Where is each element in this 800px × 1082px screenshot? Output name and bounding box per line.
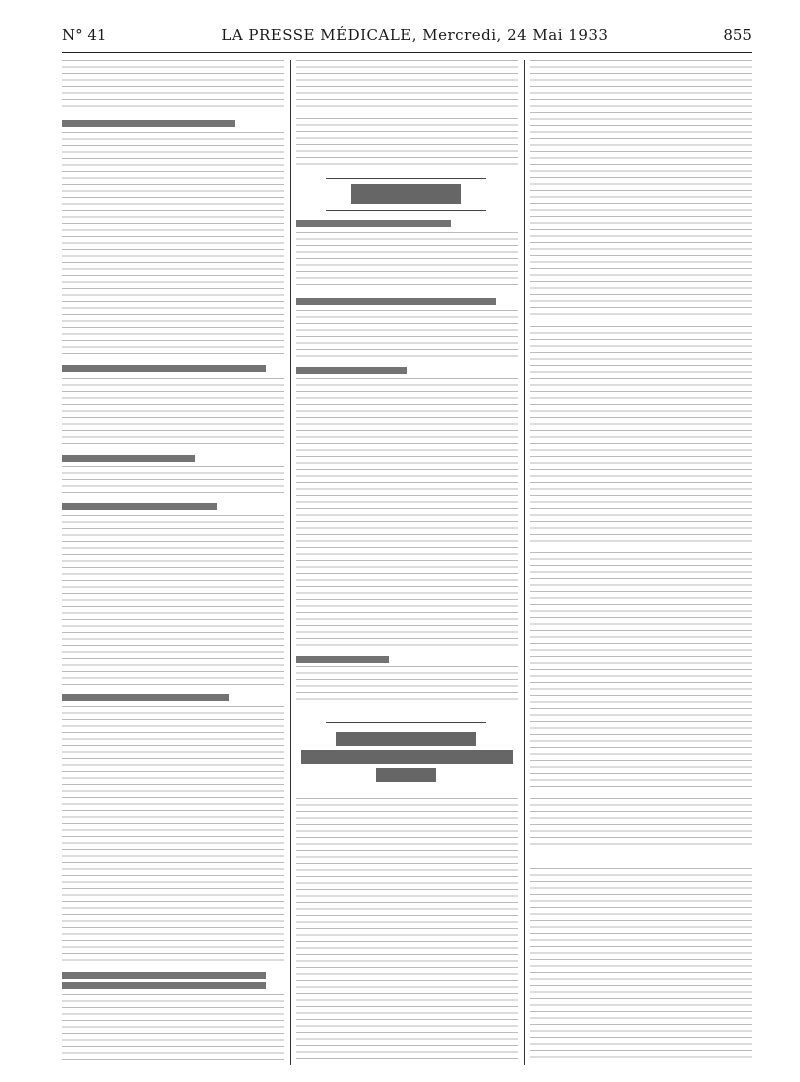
section-headline — [62, 982, 266, 989]
page-header — [62, 26, 752, 48]
section-headline — [62, 694, 229, 701]
text-block — [530, 552, 752, 792]
column-right — [530, 60, 752, 1065]
section-headline — [296, 367, 407, 374]
text-block — [296, 666, 518, 702]
text-block — [296, 118, 518, 168]
section-headline — [62, 365, 266, 372]
text-block — [296, 798, 518, 1062]
text-block — [296, 310, 518, 360]
section-headline — [62, 120, 235, 127]
section-headline — [62, 972, 266, 979]
article-columns — [62, 60, 752, 1065]
text-block — [296, 60, 518, 108]
header-rule — [62, 52, 752, 53]
text-block — [62, 994, 284, 1062]
section-rule — [326, 178, 486, 179]
section-title — [376, 768, 436, 782]
text-block — [530, 60, 752, 320]
section-headline — [296, 220, 451, 227]
text-block — [62, 466, 284, 494]
section-title — [351, 184, 461, 204]
text-block — [530, 868, 752, 1062]
text-block — [62, 706, 284, 964]
page-number: 855 — [723, 26, 752, 44]
text-block — [530, 326, 752, 546]
section-headline — [296, 656, 389, 663]
column-divider — [524, 60, 525, 1065]
text-block — [62, 60, 284, 112]
column-left — [62, 60, 284, 1065]
section-title — [301, 750, 513, 764]
text-block — [62, 515, 284, 685]
text-block — [296, 378, 518, 648]
column-middle — [296, 60, 518, 1065]
column-divider — [290, 60, 291, 1065]
issue-number: N° 41 — [62, 26, 107, 44]
section-rule — [326, 722, 486, 723]
text-block — [62, 132, 284, 357]
section-rule — [326, 210, 486, 211]
section-headline — [62, 503, 217, 510]
section-headline — [296, 298, 496, 305]
section-headline — [62, 455, 195, 462]
text-block — [296, 232, 518, 290]
section-title — [336, 732, 476, 746]
text-block — [530, 798, 752, 846]
journal-title-line: LA PRESSE MÉDICALE, Mercredi, 24 Mai 1933 — [221, 26, 609, 44]
text-block — [62, 378, 284, 448]
